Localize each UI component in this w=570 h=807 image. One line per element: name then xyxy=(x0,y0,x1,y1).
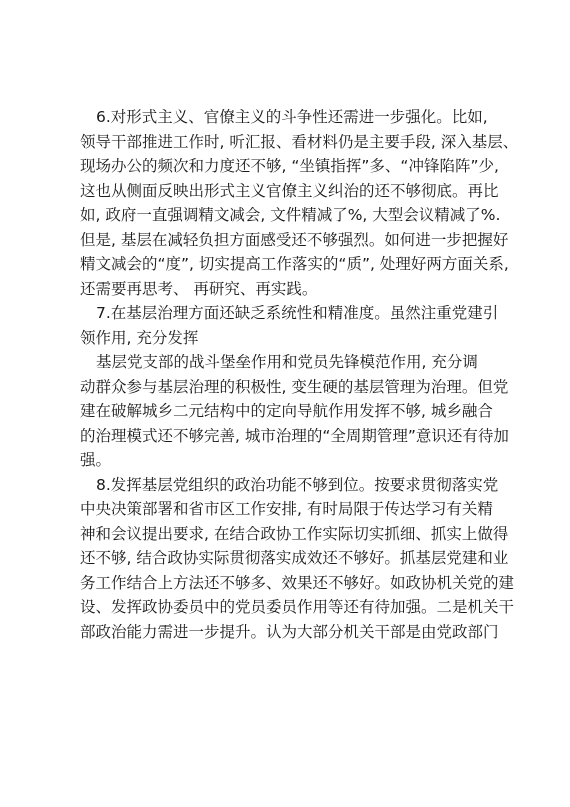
text-line: 现场办公的频次和力度还不够, “坐镇指挥”多、“冲锋陷阵”少, xyxy=(80,157,499,175)
text-line: 设、发挥政协委员中的党员委员作用等还有待加强。二是机关干 xyxy=(80,598,515,616)
text-line: 强。 xyxy=(80,451,112,469)
text-line: 还不够, 结合政协实际贯彻落实成效还不够好。抓基层党建和业 xyxy=(80,549,509,567)
text-line: 领作用, 充分发挥 xyxy=(80,328,199,347)
text-line: 如, 政府一直强调精文减会, 文件精减了%, 大型会议精减了%. xyxy=(80,206,501,224)
text-line: 部政治能力需进一步提升。认为大部分机关干部是由党政部门 xyxy=(80,622,499,641)
text-line: 7.在基层治理方面还缺乏系统性和精准度。虽然注重党建引 xyxy=(96,304,499,322)
text-line: 这也从侧面反映出形式主义官僚主义纠治的还不够彻底。再比 xyxy=(80,181,499,200)
text-line: 建在破解城乡二元结构中的定向导航作用发挥不够, 城乡融合 xyxy=(80,402,493,420)
body-text xyxy=(80,105,519,644)
text-line: 神和会议提出要求, 在结合政协工作实际切实抓细、抓实上做得 xyxy=(80,524,509,543)
text-line: 动群众参与基层治理的积极性, 变生硬的基层管理为治理。但党 xyxy=(80,377,509,396)
text-line: 务工作结合上方法还不够多、效果还不够好。如政协机关党的建 xyxy=(80,573,515,592)
text-line: 精文减会的“度”, 切实提高工作落实的“质”, 处理好两方面关系, xyxy=(80,255,509,273)
text-line: 但是, 基层在减轻负担方面感受还不够强烈。如何进一步把握好 xyxy=(80,230,509,249)
text-line: 中央决策部署和省市区工作安排, 有时局限于传达学习有关精 xyxy=(80,500,493,518)
text-line: 领导干部推进工作时, 听汇报、看材料仍是主要手段, 深入基层、 xyxy=(80,132,519,151)
text-line: 6.对形式主义、官僚主义的斗争性还需进一步强化。比如, xyxy=(96,108,488,126)
text-line: 还需要再思考、 再研究、再实践。 xyxy=(80,279,318,298)
text-line: 基层党支部的战斗堡垒作用和党员先锋模范作用, 充分调 xyxy=(96,353,478,371)
text-line: 8.发挥基层党组织的政治功能不够到位。按要求贯彻落实党 xyxy=(96,475,499,494)
text-line: 的治理模式还不够完善, 城市治理的“全周期管理”意识还有待加 xyxy=(80,426,509,445)
